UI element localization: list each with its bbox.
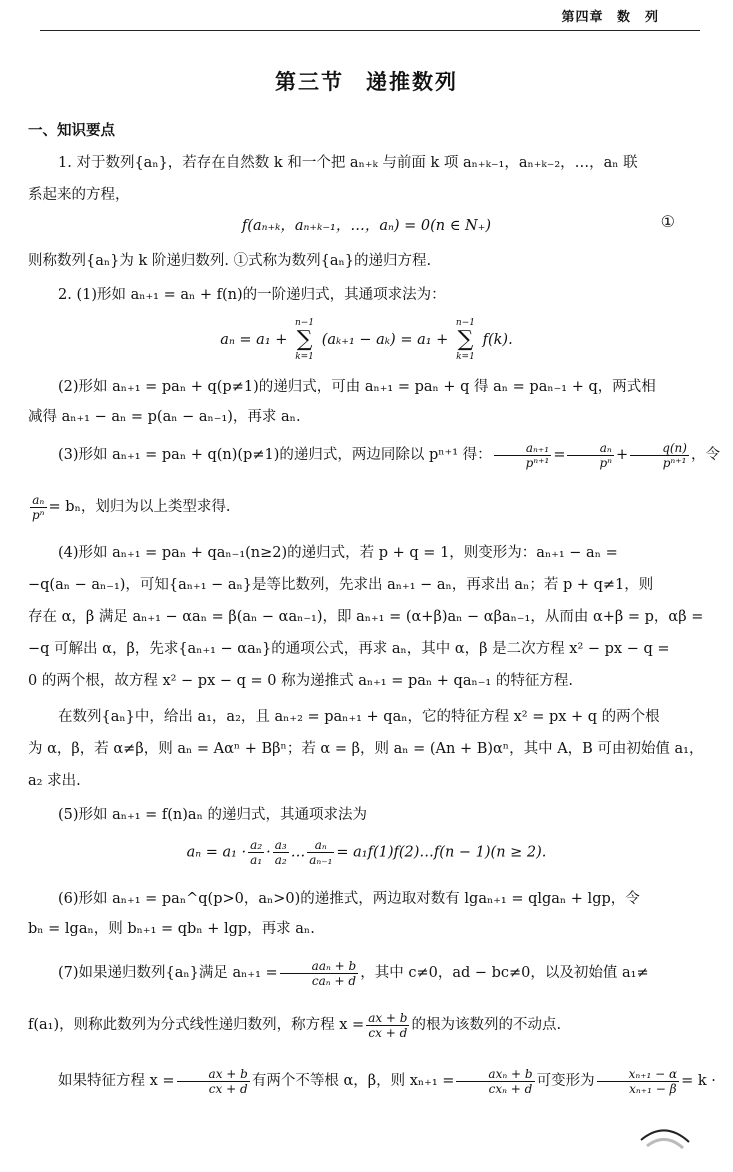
running-header <box>553 6 659 25</box>
frac-p7-3: $\frac{\text{aₙ}}{\text{aₙ₋₁}}$ <box>309 838 333 867</box>
frac-p10-1: $\frac{ax + b}{cx + d}$ <box>177 1067 250 1096</box>
header-chapter: 第四章 <box>561 10 604 25</box>
eq2-mid: (aₖ₊₁ − aₖ) = a₁ + <box>321 332 449 348</box>
p9-line1: (7)如果递归数列{aₙ}满足 aₙ₊₁ = aaₙ + b caₙ + d ，其中 c≠0，ad − bc≠0，以及初始值 a₁≠ <box>58 958 649 988</box>
header-rule <box>40 30 700 31</box>
p3-line1: (2)形如 aₙ₊₁ = paₙ + q(p≠1)的递归式，可由 aₙ₊₁ = paₙ + q 得 aₙ = paₙ₋₁ + q，两式相 <box>58 379 656 395</box>
p6-line1: 在数列{aₙ}中，给出 a₁，a₂，且 aₙ₊₂ = paₙ₊₁ + qaₙ，它的特征方程 x² = px + q 的两个根 <box>58 709 660 725</box>
p5-line3: 存在 α，β 满足 aₙ₊₁ − αaₙ = β(aₙ − αaₙ₋₁)，即 aₙ₊₁ = (α+β)aₙ − αβaₙ₋₁，从而由 α+β = p，αβ = <box>28 609 704 625</box>
p5-line1: (4)形如 aₙ₊₁ = paₙ + qaₙ₋₁(n≥2)的递归式，若 p + q = 1，则变形为：aₙ₊₁ − aₙ = <box>58 545 618 561</box>
p7-line1: (5)形如 aₙ₊₁ = f(n)aₙ 的递归式，其通项求法为 <box>58 807 367 823</box>
p1-line1: 1. 对于数列{aₙ}，若存在自然数 k 和一个把 aₙ₊ₖ 与前面 k 项 aₙ₊ₖ₋₁，aₙ₊ₖ₋₂，…，aₙ 联 <box>58 155 638 171</box>
frac-p4-2: $\frac{\text{aₙ}}{\text{pⁿ}}$ <box>567 441 614 470</box>
frac-p4-1: $\frac{\text{aₙ₊₁}}{\text{pⁿ⁺¹}}$ <box>494 441 552 470</box>
equation-1: f(aₙ₊ₖ，aₙ₊ₖ₋₁，…，aₙ) = 0(n ∈ N₊) <box>241 218 492 234</box>
frac-p7-2: $\frac{\text{a₃}}{\text{a₂}}$ <box>274 838 287 867</box>
sum-symbol-2: n−1 ∑ k=1 <box>455 318 475 362</box>
frac-p10-2: axₙ + b cxₙ + d <box>456 1067 534 1096</box>
p5-line4: −q 可解出 α，β，先求{aₙ₊₁ − αaₙ}的通项公式，再求 aₙ，其中 α，β 是二次方程 x² − px − q = <box>28 641 670 657</box>
p3-line2: 减得 aₙ₊₁ − aₙ = p(aₙ − aₙ₋₁)，再求 aₙ. <box>28 409 301 425</box>
p5-line2: −q(aₙ − aₙ₋₁)，可知{aₙ₊₁ − aₙ}是等比数列，先求出 aₙ₊₁ − aₙ，再求出 aₙ；若 p + q≠1，则 <box>28 577 654 593</box>
equation-3: aₙ = a₁ · $\frac{\text{a₂}}{\text{a₁}}$ · $\frac{\text{a₃}}{\text{a₂}}$ … $\frac{\text{aₙ}}{\text{aₙ₋₁}}$ = a₁f(1)f(2)…f(n − 1)(n ≥ 2). <box>186 838 547 867</box>
frac-p7-1: $\frac{\text{a₂}}{\text{a₁}}$ <box>250 838 263 867</box>
p1-line2: 系起来的方程， <box>28 187 130 203</box>
page-curl-icon <box>637 1118 693 1158</box>
eq2-left: aₙ = a₁ + <box>220 332 288 348</box>
equation-2 <box>0 318 733 362</box>
frac-p4-3: $\frac{q(n)}{\text{pⁿ⁺¹}}$ <box>630 441 689 470</box>
title-part2: 递推数列 <box>366 70 458 94</box>
p10-line1: 如果特征方程 x = $\frac{ax + b}{cx + d}$ 有两个不等根 α，β，则 xₙ₊₁ = axₙ + b cxₙ + d 可变形为 $\frac{\text{xₙ₊₁ − α}}{\text{xₙ₊₁ − β}}$ = k · <box>58 1066 716 1096</box>
p8-line2: bₙ = lgaₙ，则 bₙ₊₁ = qbₙ + lgp，再求 aₙ. <box>28 921 315 937</box>
p8-line1: (6)形如 aₙ₊₁ = paₙ^q(p>0，aₙ>0)的递推式，两边取对数有 lgaₙ₊₁ = qlgaₙ + lgp，令 <box>58 891 640 907</box>
subsection-heading: 一、知识要点 <box>28 123 115 139</box>
p6-line2: 为 α，β，若 α≠β，则 aₙ = Aαⁿ + Bβⁿ；若 α = β，则 aₙ = (An + B)αⁿ，其中 A，B 可由初始值 a₁， <box>28 741 704 757</box>
frac-p9-2: $\frac{ax + b}{cx + d}$ <box>368 1010 408 1040</box>
sum-symbol-1: n−1 ∑ k=1 <box>295 318 315 362</box>
equation-number: ① <box>660 212 675 231</box>
eq2-right: f(k). <box>482 332 513 348</box>
p5-line5: 0 的两个根，故方程 x² − px − q = 0 称为递推式 aₙ₊₁ = paₙ + qaₙ₋₁ 的特征方程. <box>28 673 573 689</box>
p6-line3: a₂ 求出. <box>28 773 81 789</box>
frac-p4-4: $\frac{\text{aₙ}}{\text{pⁿ}}$ <box>32 492 45 522</box>
p9-line2: f(a₁)，则称此数列为分式线性递归数列，称方程 x = $\frac{ax + b}{cx + d}$ 的根为该数列的不动点. <box>28 1010 562 1040</box>
p4-line1: (3)形如 aₙ₊₁ = paₙ + q(n)(p≠1)的递归式，两边同除以 pⁿ⁺¹ 得： $\frac{\text{aₙ₊₁}}{\text{pⁿ⁺¹}}$ = $\frac{\text{aₙ}}{\text{pⁿ}}$ + $\frac{q(n)}{\text{pⁿ⁺¹}}$ ，令 <box>58 440 720 470</box>
title-part1: 第三节 <box>275 70 344 94</box>
p1-line3: 则称数列{aₙ}为 k 阶递归数列. ①式称为数列{aₙ}的递归方程. <box>28 253 432 269</box>
p2-line1: 2. (1)形如 aₙ₊₁ = aₙ + f(n)的一阶递归式，其通项求法为： <box>58 287 446 303</box>
frac-p9-1: aaₙ + b caₙ + d <box>280 959 359 988</box>
p4-line2: $\frac{\text{aₙ}}{\text{pⁿ}}$ = bₙ，划归为以上类型求得. <box>32 492 231 522</box>
header-topic: 数 列 <box>616 10 659 25</box>
section-title <box>0 66 733 96</box>
frac-p10-3: $\frac{\text{xₙ₊₁ − α}}{\text{xₙ₊₁ − β}}$ <box>597 1067 680 1096</box>
